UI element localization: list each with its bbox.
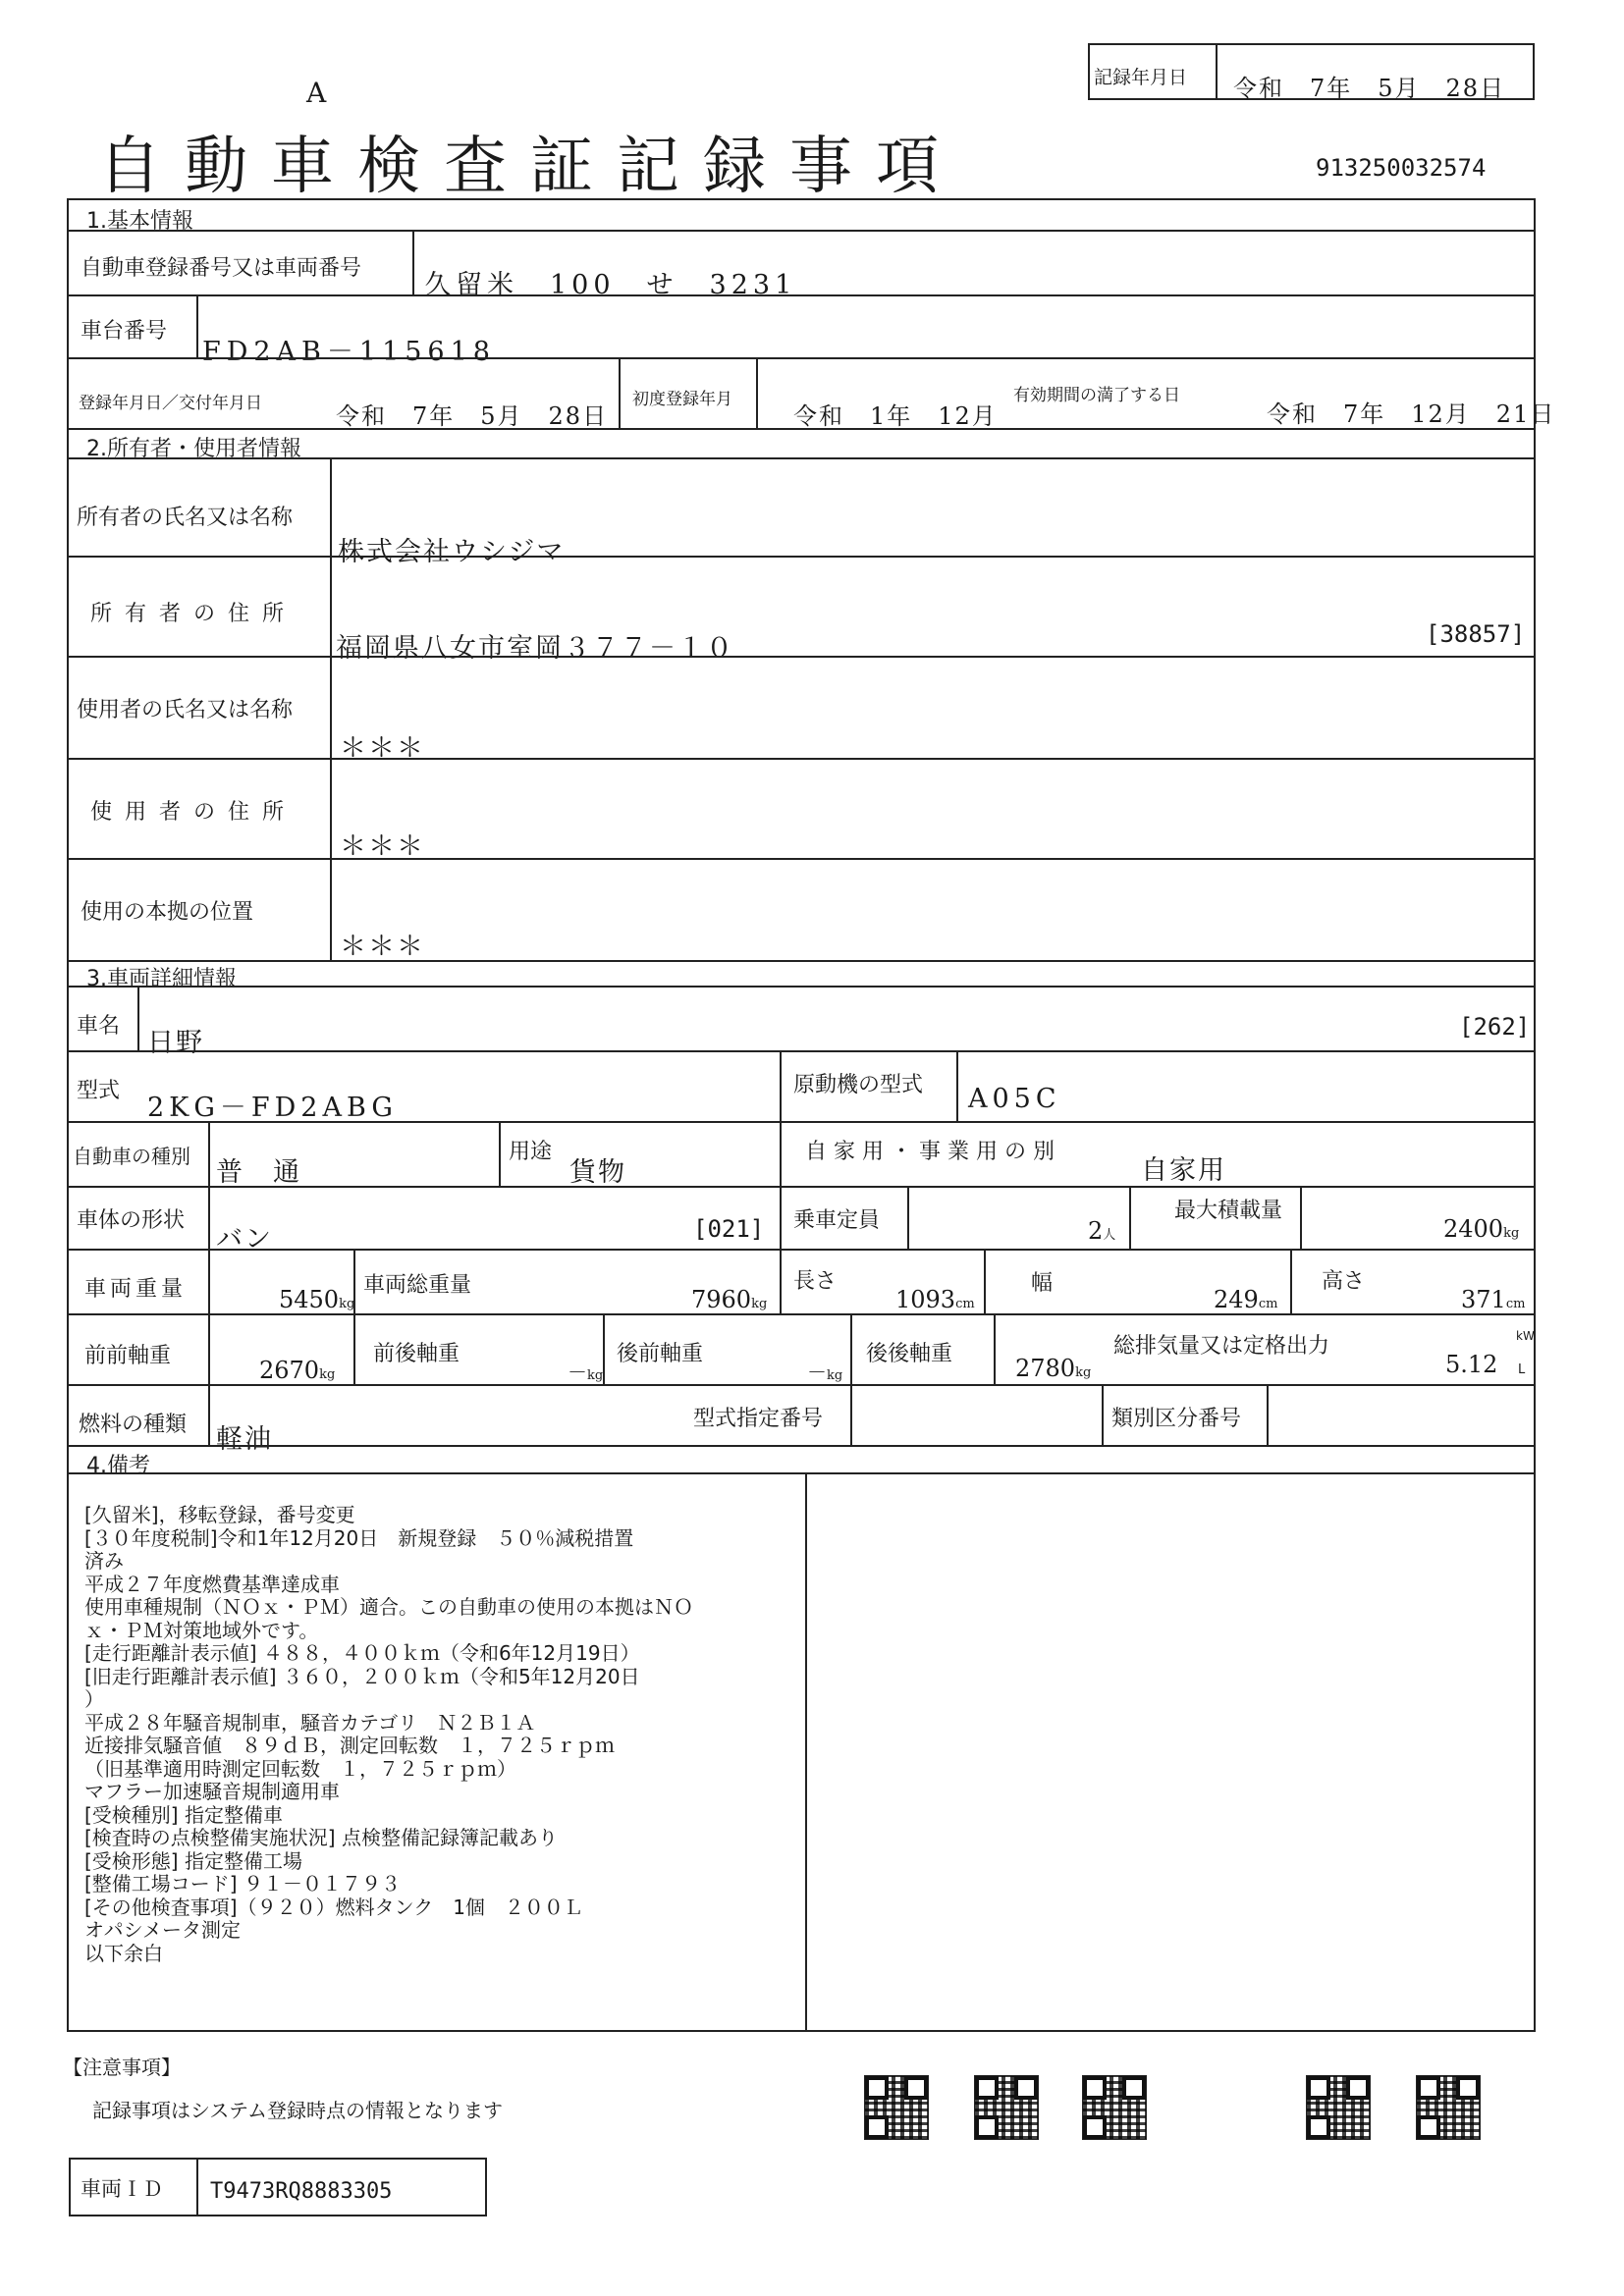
rr-axle — [1015, 1355, 1091, 1382]
fr-axle-label: 前後軸重 — [373, 1342, 460, 1366]
remarks-line: 使用車種規制（ＮＯｘ・ＰＭ）適合。この自動車の使用の本拠はＮＯ — [84, 1595, 693, 1619]
gross-weight-value: 7960 — [691, 1286, 752, 1313]
remarks-line: ｘ・ＰＭ対策地域外です。 — [84, 1618, 319, 1642]
section-vehicle-title: 3.車両詳細情報 — [86, 967, 237, 991]
remarks-line: オパシメータ測定 — [84, 1918, 241, 1942]
remarks-line: [整備工場コード] ９１－０１７９３ — [84, 1872, 401, 1896]
vehicle-weight-value: 5450 — [279, 1286, 340, 1313]
displacement-unit-l: L — [1518, 1362, 1526, 1377]
chassis-number: FD2AB－115618 — [202, 337, 496, 367]
remarks-line: [受検種別] 指定整備車 — [84, 1802, 283, 1827]
type-approval-label: 型式指定番号 — [693, 1407, 824, 1431]
document-number: 913250032574 — [1316, 154, 1487, 182]
vehicle-id: T9473RQ8883305 — [210, 2179, 393, 2204]
body-label: 車体の形状 — [77, 1208, 186, 1233]
remarks-line: [その他検査事項]（９２０）燃料タンク 1個 ２００Ｌ — [84, 1895, 583, 1919]
weight-label: 車両重量 — [84, 1277, 188, 1302]
rf-axle-label: 後前軸重 — [617, 1342, 704, 1366]
ff-axle-value: 2670 — [259, 1357, 320, 1384]
first-reg-label: 初度登録年月 — [632, 390, 732, 409]
user-address-label: 使 用 者 の 住 所 — [90, 800, 287, 825]
ff-axle-unit: kg — [319, 1367, 336, 1382]
height-label: 高さ — [1322, 1269, 1366, 1294]
remarks-line: 平成２７年度燃費基準達成車 — [84, 1572, 340, 1596]
qr-code — [974, 2075, 1039, 2140]
owner-name-label: 所有者の氏名又は名称 — [77, 506, 294, 530]
owner-address: 福岡県八女市室岡３７７－１０ — [336, 633, 734, 664]
length-value: 1093 — [895, 1286, 956, 1313]
displacement-value: 5.12 — [1445, 1351, 1498, 1378]
rr-axle-label: 後後軸重 — [866, 1342, 953, 1366]
private-business: 自家用 — [1141, 1155, 1226, 1186]
chassis-label: 車台番号 — [81, 319, 168, 344]
max-load-unit: kg — [1503, 1226, 1520, 1241]
vehicle-weight — [279, 1286, 354, 1313]
section-remarks-title: 4.備考 — [86, 1454, 150, 1478]
fr-axle-unit: kg — [587, 1368, 604, 1383]
qr-code — [1306, 2075, 1371, 2140]
remarks-line: [受検形態] 指定整備工場 — [84, 1848, 302, 1873]
gross-weight — [691, 1286, 767, 1313]
remarks-line: ） — [84, 1687, 104, 1711]
gross-weight-label: 車両総重量 — [363, 1273, 472, 1298]
reg-date-label: 登録年月日／交付年月日 — [79, 394, 262, 413]
max-load-value: 2400 — [1443, 1215, 1504, 1243]
notice-title: 【注意事項】 — [63, 2056, 181, 2079]
record-date: 令和 7年 5月 28日 — [1233, 75, 1506, 102]
remarks-line: [久留米]，移転登録，番号変更 — [84, 1503, 355, 1526]
max-load — [1443, 1215, 1519, 1243]
length-label: 長さ — [793, 1269, 838, 1294]
reg-date: 令和 7年 5月 28日 — [336, 402, 609, 430]
kind: 普 通 — [216, 1157, 301, 1188]
reg-no: 久留米 100 せ 3231 — [424, 270, 797, 300]
document-title: 自動車検査証記録事項 — [98, 131, 962, 203]
vehicle-weight-unit: kg — [339, 1297, 355, 1311]
remarks-line: （旧基準適用時測定回転数 １，７２５ｒｐｍ） — [84, 1756, 516, 1781]
first-reg-date: 令和 1年 12月 — [793, 402, 998, 430]
expiry-date: 令和 7年 12月 21日 — [1267, 400, 1556, 428]
user-address: ＊＊＊ — [340, 831, 425, 862]
model: 2KG－FD2ABG — [147, 1093, 398, 1123]
rf-axle-value: － — [807, 1361, 827, 1384]
capacity-unit: 人 — [1103, 1228, 1116, 1243]
remarks-line: [検査時の点検整備実施状況] 点検整備記録簿記載あり — [84, 1826, 558, 1849]
height-value: 371 — [1461, 1286, 1506, 1313]
width-label: 幅 — [1031, 1271, 1054, 1296]
rf-axle-unit: kg — [827, 1368, 843, 1383]
width-unit: cm — [1258, 1297, 1278, 1311]
ff-axle-label: 前前軸重 — [84, 1344, 172, 1368]
section-basic-title: 1.基本情報 — [86, 209, 193, 234]
body-code: [021] — [693, 1215, 765, 1243]
capacity — [1088, 1217, 1115, 1245]
fuel-label: 燃料の種類 — [79, 1413, 188, 1437]
expiry-label: 有効期間の満了する日 — [1013, 386, 1180, 405]
owner-address-code: [38857] — [1426, 620, 1526, 648]
remarks-line: 平成２８年騒音規制車，騒音カテゴリ Ｎ２Ｂ１Ａ — [84, 1710, 536, 1735]
fr-axle-value: － — [568, 1361, 587, 1384]
kind-label: 自動車の種別 — [73, 1145, 190, 1168]
width — [1214, 1286, 1277, 1313]
engine-label: 原動機の型式 — [793, 1073, 924, 1097]
remarks-line: マフラー加速騒音規制適用車 — [84, 1780, 340, 1803]
displacement — [1445, 1351, 1497, 1378]
fuel-type: 軽油 — [216, 1424, 273, 1455]
qr-code — [1082, 2075, 1147, 2140]
use-label: 用途 — [509, 1140, 553, 1164]
remarks-list — [84, 1504, 811, 1965]
height — [1461, 1286, 1525, 1313]
section-owner-title: 2.所有者・使用者情報 — [86, 437, 301, 461]
remarks-line: 済み — [84, 1549, 124, 1573]
height-unit: cm — [1505, 1297, 1526, 1311]
rr-axle-value: 2780 — [1015, 1355, 1076, 1382]
base-location: ＊＊＊ — [340, 932, 425, 962]
length — [895, 1286, 975, 1313]
owner-address-label: 所 有 者 の 住 所 — [90, 602, 287, 626]
remarks-line: 以下余白 — [84, 1941, 163, 1965]
remarks-line: 近接排気騒音値 ８９ｄＢ，測定回転数 １，７２５ｒｐｍ — [84, 1734, 615, 1757]
vehicle-id-label: 車両ＩＤ — [81, 2177, 163, 2201]
fr-axle — [568, 1357, 603, 1385]
displacement-unit-kw: kW — [1516, 1329, 1535, 1343]
remarks-line: [旧走行距離計表示値] ３６０，２００ｋｍ（令和5年12月20日 — [84, 1664, 640, 1688]
private-label: 自 家 用 ・ 事 業 用 の 別 — [805, 1140, 1055, 1164]
user-name: ＊＊＊ — [340, 733, 425, 764]
body-shape: バン — [216, 1224, 273, 1255]
qr-code — [1416, 2075, 1481, 2140]
use: 貨物 — [569, 1157, 626, 1188]
car-name-code: [262] — [1459, 1013, 1531, 1041]
remarks-line: [走行距離計表示値] ４８８，４００ｋｍ（令和6年12月19日） — [84, 1641, 640, 1665]
record-date-label: 記録年月日 — [1094, 67, 1188, 88]
car-name-label: 車名 — [77, 1014, 121, 1039]
displacement-label: 総排気量又は定格出力 — [1113, 1334, 1330, 1359]
width-value: 249 — [1214, 1286, 1259, 1313]
rf-axle — [807, 1357, 842, 1385]
car-name: 日野 — [147, 1028, 204, 1058]
capacity-value: 2 — [1088, 1217, 1104, 1245]
ff-axle — [259, 1357, 335, 1384]
gross-weight-unit: kg — [751, 1297, 768, 1311]
length-unit: cm — [955, 1297, 975, 1311]
class-label: 類別区分番号 — [1111, 1407, 1242, 1431]
reg-no-label: 自動車登録番号又は車両番号 — [81, 256, 362, 281]
owner-name: 株式会社ウシジマ — [338, 537, 566, 567]
rr-axle-unit: kg — [1075, 1365, 1092, 1380]
base-location-label: 使用の本拠の位置 — [81, 900, 254, 925]
max-load-label: 最大積載量 — [1174, 1199, 1283, 1223]
qr-code — [864, 2075, 929, 2140]
revision-mark: A — [306, 77, 327, 109]
engine-model: A05C — [968, 1084, 1061, 1114]
model-label: 型式 — [77, 1079, 121, 1103]
remarks-line: [３０年度税制]令和1年12月20日 新規登録 ５０％減税措置 — [84, 1525, 634, 1550]
user-name-label: 使用者の氏名又は名称 — [77, 698, 294, 722]
capacity-label: 乗車定員 — [793, 1208, 881, 1233]
notice-text: 記録事項はシステム登録時点の情報となります — [92, 2099, 503, 2122]
